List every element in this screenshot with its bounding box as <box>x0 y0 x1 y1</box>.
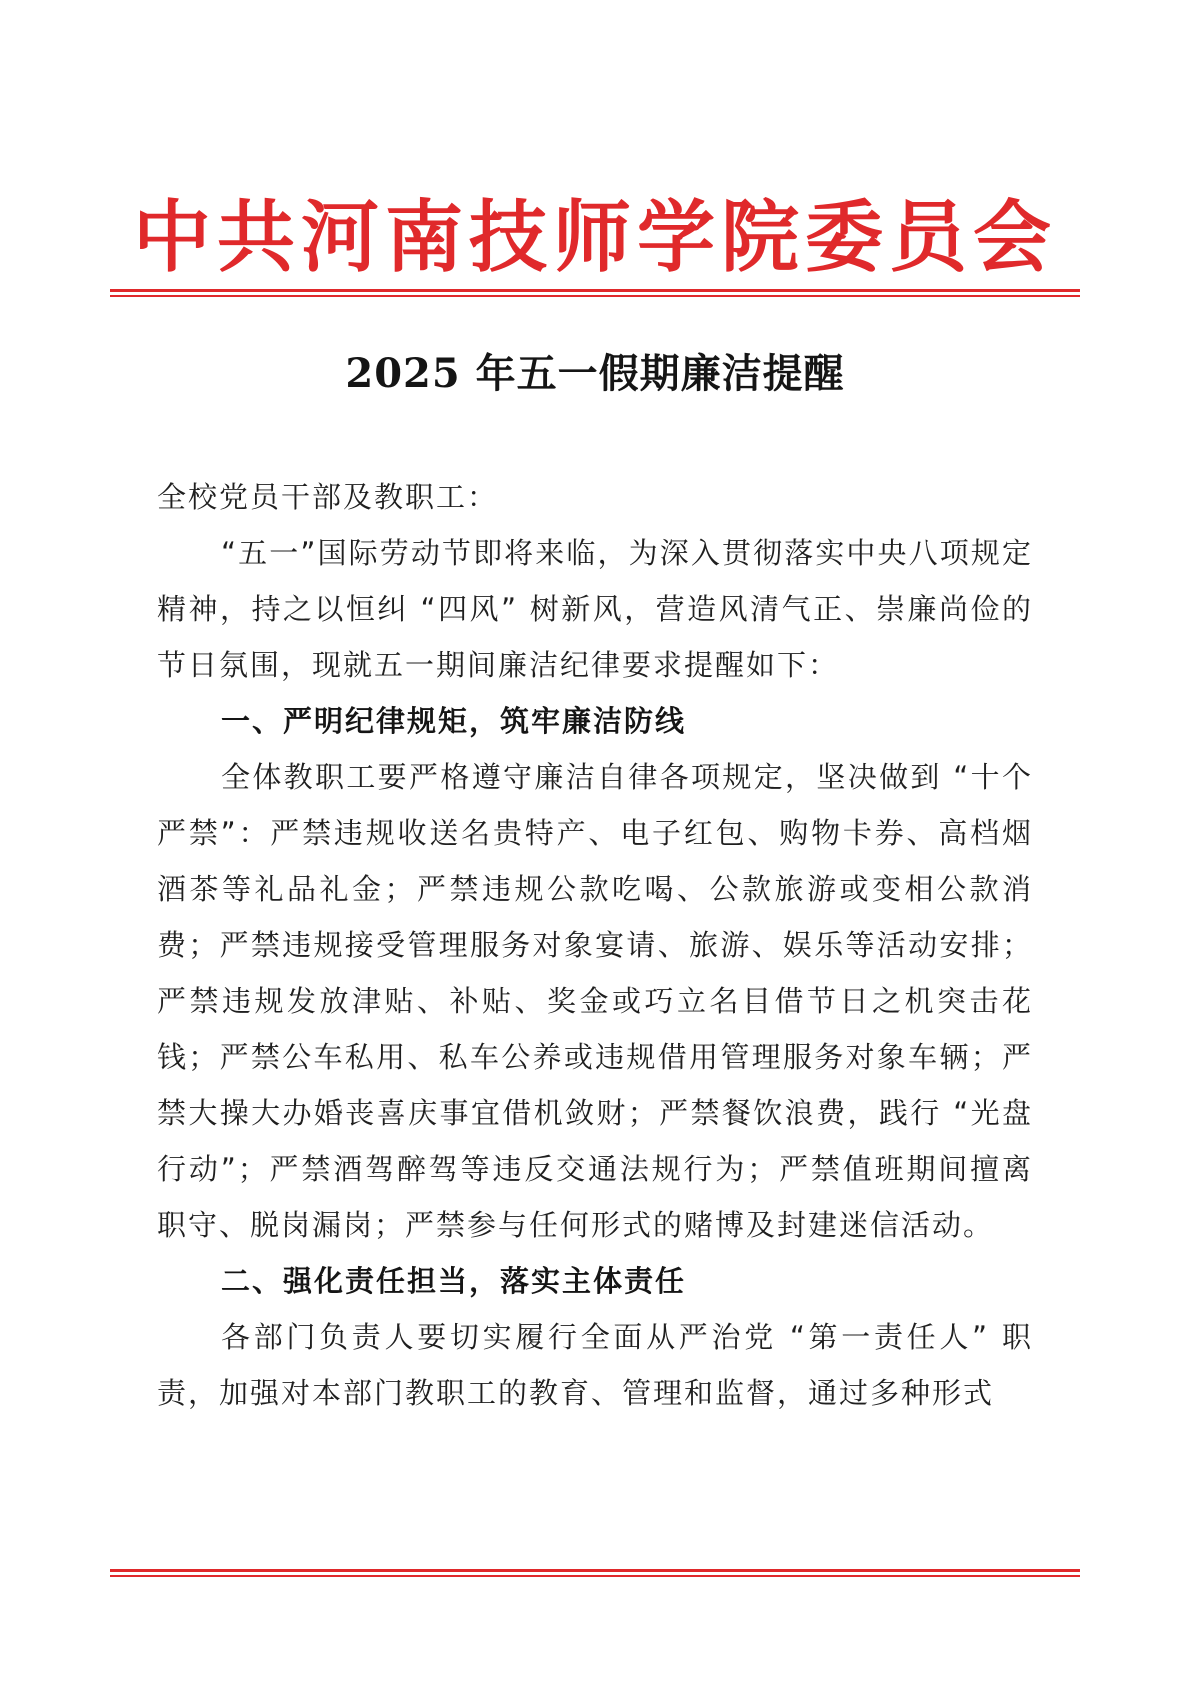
section-body-2: 各部门负责人要切实履行全面从严治党 “第一责任人” 职责，加强对本部门教职工的教育、管理和监督，通过多种形式 <box>157 1320 1033 1410</box>
masthead-red-rule-thick <box>110 289 1080 292</box>
section-body-1: 全体教职工要严格遵守廉洁自律各项规定，坚决做到 “十个严禁”：严禁违规收送名贵特产、电子红包、购物卡券、高档烟酒茶等礼品礼金；严禁违规公款吃喝、公款旅游或变相公款消费；严禁违规接受管理服务对象宴请、旅游、娱乐等活动安排；严禁违规发放津贴、补贴、奖金或巧立名目借节日之机突击花钱；严禁公车私用、私车公养或违规借用管理服务对象车辆；严禁大操大办婚丧喜庆事宜借机敛财；严禁餐饮浪费，践行 “光盘行动”；严禁酒驾醉驾等违反交通法规行为；严禁值班期间擅离职守、脱岗漏岗；严禁参与任何形式的赌博及封建迷信活动。 <box>157 760 1033 1242</box>
footer-red-rule-thin <box>110 1575 1080 1577</box>
masthead-red-rule-thin <box>110 295 1080 297</box>
salutation: 全校党员干部及教职工： <box>157 480 499 514</box>
red-masthead-title: 中共河南技师学院委员会 <box>132 192 1057 283</box>
intro-paragraph: “五一”国际劳动节即将来临，为深入贯彻落实中央八项规定精神，持之以恒纠 “四风” 树新风，营造风清气正、崇廉尚俭的节日氛围，现就五一期间廉洁纪律要求提醒如下： <box>157 536 1033 682</box>
document-title: 2025 年五一假期廉洁提醒 <box>345 350 845 397</box>
section-heading-2: 二、强化责任担当，落实主体责任 <box>221 1264 687 1298</box>
section-heading-1: 一、严明纪律规矩，筑牢廉洁防线 <box>221 704 687 738</box>
footer-red-rule-thick <box>110 1569 1080 1572</box>
document-body <box>157 469 1033 1421</box>
